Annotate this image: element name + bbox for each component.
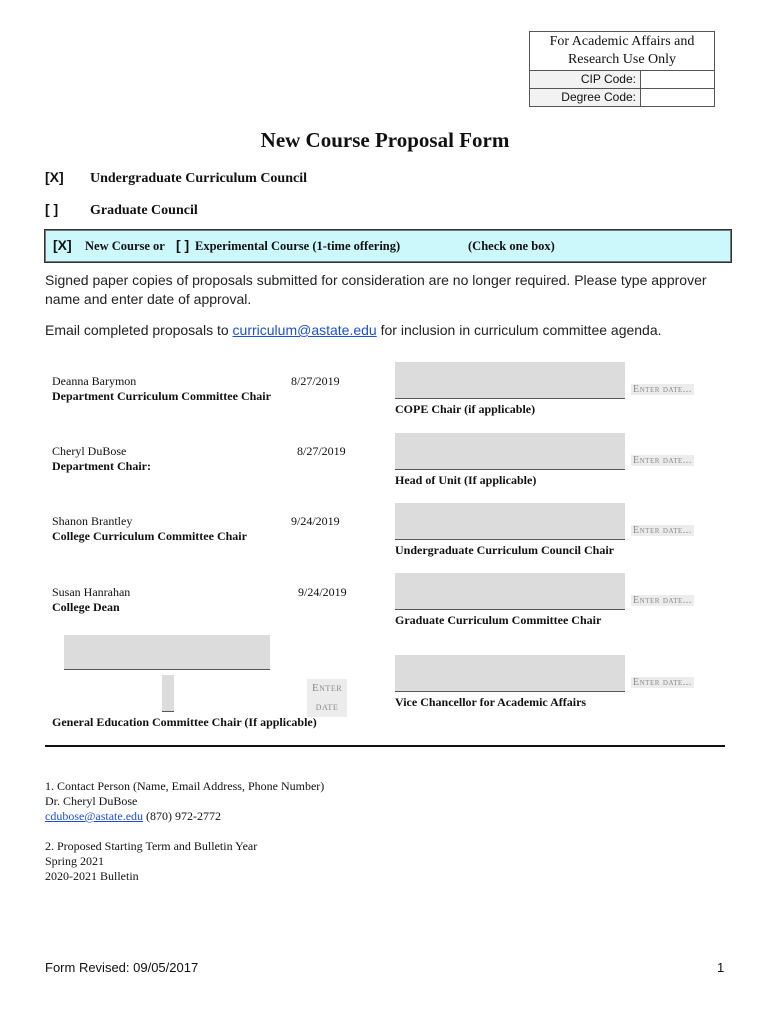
signature-field[interactable] xyxy=(395,503,625,540)
approval-date[interactable]: 8/27/2019 xyxy=(297,444,346,458)
gen-ed-small-field[interactable] xyxy=(162,675,174,712)
contact-name[interactable]: Dr. Cheryl DuBose xyxy=(45,794,138,808)
signature-field[interactable] xyxy=(395,573,625,610)
course-type-box xyxy=(44,229,732,263)
enter-date-line2: date xyxy=(315,701,339,713)
admin-use-heading: For Academic Affairs and Research Use Only xyxy=(530,32,714,71)
email-prefix: Email completed proposals to xyxy=(45,322,229,338)
contact-heading: 1. Contact Person (Name, Email Address, Phone Number) xyxy=(45,779,325,793)
gen-ed-signature-field[interactable] xyxy=(64,635,270,670)
signature-block-college-dean xyxy=(52,585,357,615)
cip-code-field[interactable] xyxy=(641,71,714,88)
approver-role: Graduate Curriculum Committee Chair xyxy=(395,613,602,627)
curriculum-email-link[interactable]: curriculum@astate.edu xyxy=(232,322,377,338)
admin-use-box xyxy=(529,31,715,107)
approval-date[interactable]: 9/24/2019 xyxy=(298,585,347,599)
contact-section xyxy=(45,779,645,824)
enter-date-picker[interactable]: Enter date... xyxy=(633,384,692,395)
page-number: 1 xyxy=(717,960,725,975)
signature-field[interactable] xyxy=(395,433,625,470)
checkbox-mark[interactable]: [X] xyxy=(45,169,64,185)
new-course-label: New Course or xyxy=(85,239,165,253)
approver-role: Department Chair: xyxy=(52,459,151,473)
degree-code-row xyxy=(530,89,714,106)
signature-block-cope-chair xyxy=(395,362,705,417)
council-label: Undergraduate Curriculum Council xyxy=(90,171,307,186)
enter-date-picker[interactable]: Enter date... xyxy=(633,677,692,688)
section-divider xyxy=(45,745,725,747)
approver-name[interactable]: Shanon Brantley xyxy=(52,514,133,528)
experimental-course-label: Experimental Course (1-time offering) xyxy=(195,239,401,253)
contact-email-link[interactable]: cdubose@astate.edu xyxy=(45,809,144,823)
new-course-checkbox[interactable]: [X] xyxy=(53,237,72,253)
approver-name[interactable]: Deanna Barymon xyxy=(52,374,137,388)
check-one-instruction: (Check one box) xyxy=(468,239,555,253)
form-revised-date: Form Revised: 09/05/2017 xyxy=(45,960,199,975)
email-suffix: for inclusion in curriculum committee agenda. xyxy=(380,322,662,338)
term-heading: 2. Proposed Starting Term and Bulletin Year xyxy=(45,839,258,853)
gen-ed-role: General Education Committee Chair (If applicable) xyxy=(52,715,317,729)
approver-role: College Curriculum Committee Chair xyxy=(52,529,247,543)
contact-email-phone xyxy=(45,809,645,824)
approver-name[interactable]: Susan Hanrahan xyxy=(52,585,131,599)
bulletin-year[interactable]: 2020-2021 Bulletin xyxy=(45,869,139,883)
signature-block-ucc-chair xyxy=(395,503,705,558)
approver-role: Head of Unit (If applicable) xyxy=(395,473,537,487)
approver-role: Department Curriculum Committee Chair xyxy=(52,389,271,403)
enter-date-picker[interactable]: Enter date... xyxy=(633,455,692,466)
approval-date[interactable]: 8/27/2019 xyxy=(291,374,340,388)
degree-code-field[interactable] xyxy=(641,89,714,106)
approval-date[interactable]: 9/24/2019 xyxy=(291,514,340,528)
checkbox-mark[interactable]: [ ] xyxy=(45,201,59,217)
email-instruction xyxy=(45,321,725,340)
cip-code-label: CIP Code: xyxy=(530,71,641,88)
starting-term[interactable]: Spring 2021 xyxy=(45,854,105,868)
contact-phone[interactable]: (870) 972-2772 xyxy=(146,809,222,823)
signature-block-college-curriculum xyxy=(52,514,357,544)
gen-ed-enter-date[interactable] xyxy=(307,679,347,717)
signature-block-dept-curriculum xyxy=(52,374,357,404)
signed-copies-note: Signed paper copies of proposals submitted for consideration are no longer required. Please type approver name and enter date of approval. xyxy=(45,272,707,307)
signature-field[interactable] xyxy=(395,655,625,692)
term-section xyxy=(45,839,645,884)
cip-code-row xyxy=(530,71,714,89)
degree-code-label: Degree Code: xyxy=(530,89,641,106)
council-option-graduate[interactable] xyxy=(45,201,198,219)
approver-role: Undergraduate Curriculum Council Chair xyxy=(395,543,614,557)
enter-date-picker[interactable]: Enter date... xyxy=(633,525,692,536)
enter-date-line1: Enter xyxy=(311,682,343,694)
signature-block-vice-chancellor xyxy=(395,655,705,710)
signature-block-graduate-curriculum-chair xyxy=(395,573,705,628)
signature-block-head-of-unit xyxy=(395,433,705,488)
approver-role: Vice Chancellor for Academic Affairs xyxy=(395,695,587,709)
signature-block-dept-chair xyxy=(52,444,357,474)
signature-field[interactable] xyxy=(395,362,625,399)
approver-name[interactable]: Cheryl DuBose xyxy=(52,444,127,458)
experimental-course-checkbox[interactable]: [ ] xyxy=(176,237,190,253)
council-label: Graduate Council xyxy=(90,203,198,218)
approver-role: College Dean xyxy=(52,600,120,614)
council-option-undergraduate[interactable] xyxy=(45,169,307,187)
page-title: New Course Proposal Form xyxy=(260,128,510,152)
enter-date-picker[interactable]: Enter date... xyxy=(633,595,692,606)
approver-role: COPE Chair (if applicable) xyxy=(395,402,536,416)
